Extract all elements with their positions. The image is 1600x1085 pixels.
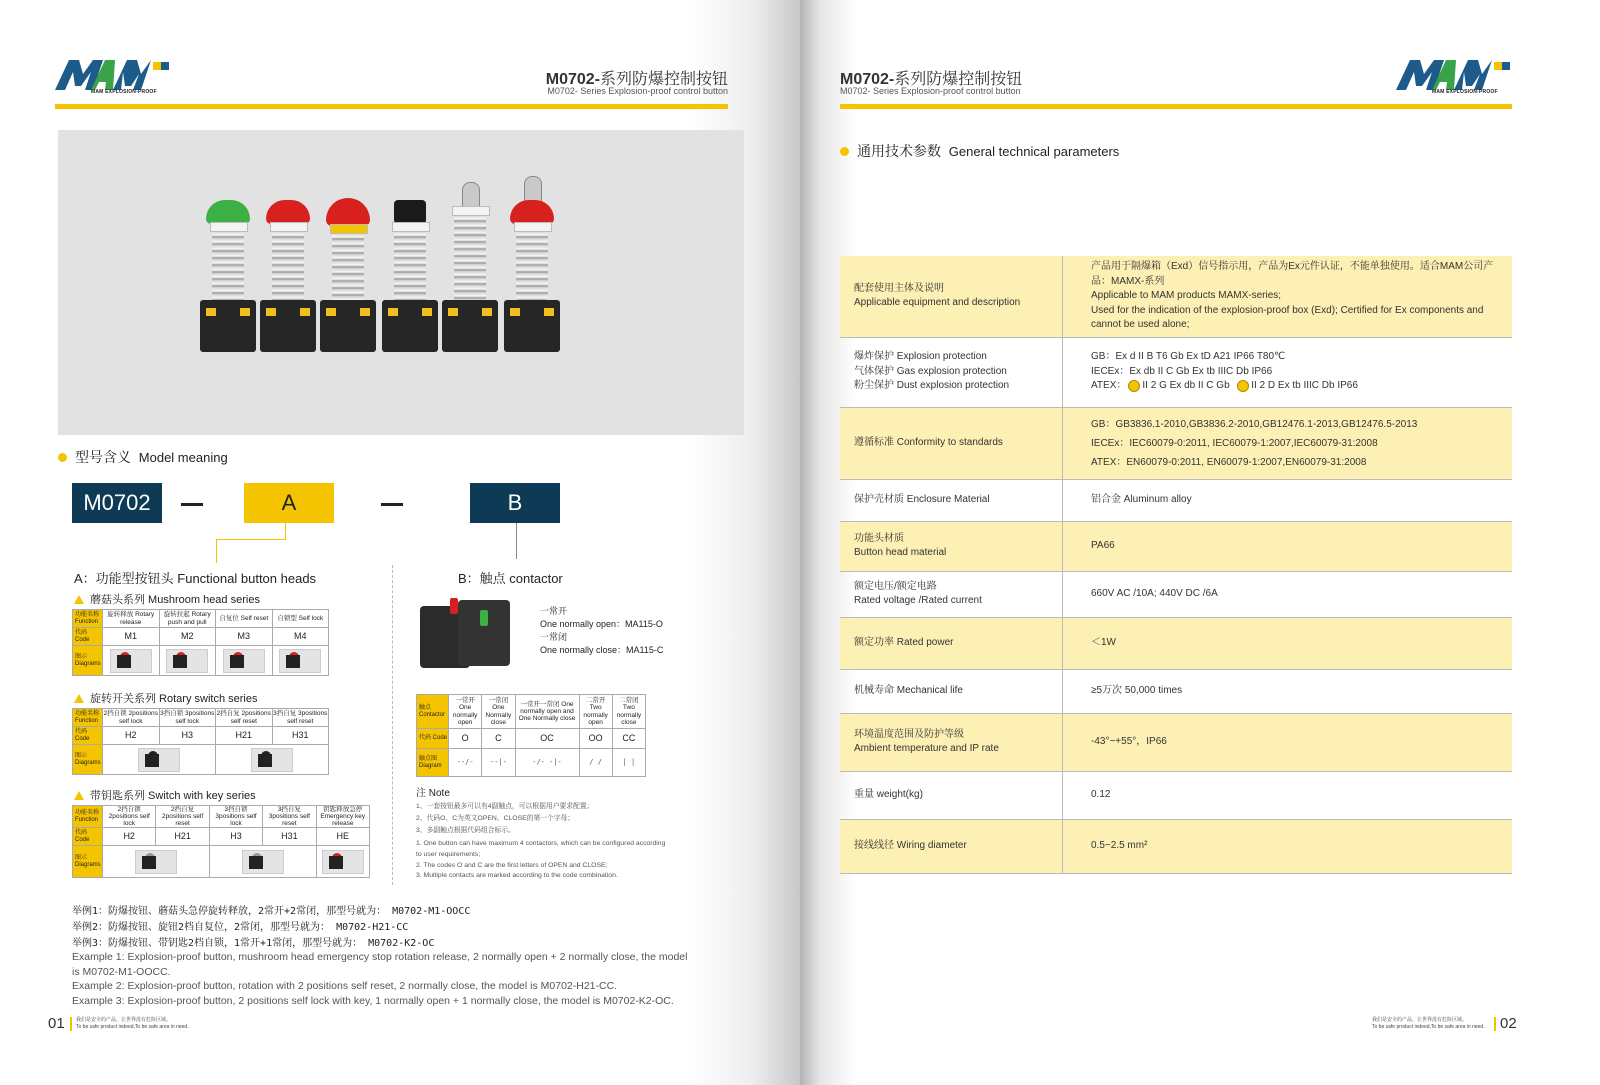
example-en-1: Example 1: Explosion-proof button, mushroom head emergency stop rotation release, 2 normally open + 2 normally close, the model is M0702-M1-OOCC. — [72, 951, 688, 979]
contactor-code: CC — [612, 729, 645, 749]
example-en-2: Example 2: Explosion-proof button, rotation with 2 positions self reset, 2 normally close, the model is M0702-H21-CC. — [72, 980, 618, 992]
example-cn-3: 举例3：防爆按钮、带钥匙2档自锁，1常开+1常闭，那型号就为： M0702-K2-OC — [72, 938, 435, 949]
value-line: GB：Ex d II B T6 Gb Ex tD A21 IP66 T80℃ — [1091, 351, 1286, 363]
label-line: 气体保护 Gas explosion protection — [854, 365, 1007, 377]
footer-en: To be safe product indeed,To be safe area in need. — [1372, 1024, 1485, 1030]
switch-symbol-icon: / / — [589, 757, 602, 766]
contact-no-en: One normally open：MA115-O — [540, 619, 663, 629]
label-line: 重量 weight(kg) — [854, 788, 923, 800]
contactor-type: 一常开 One normally open — [449, 695, 482, 729]
mam-logo-icon — [55, 60, 151, 90]
logo-subtitle: MAM EXPLOSION-PROOF — [91, 89, 157, 95]
param-value — [1063, 407, 1513, 479]
example-cn-1: 举例1：防爆按钮、蘑菇头急停旋转释放，2常开+2常闭，那型号就为： M0702-M1-OOCC — [72, 906, 471, 917]
connector-b-vertical — [516, 523, 517, 559]
param-label — [840, 713, 1063, 771]
tech-params-heading — [840, 141, 1119, 161]
atex-line — [1091, 379, 1504, 394]
param-label — [840, 521, 1063, 571]
contact-diagram — [612, 749, 645, 777]
label-line: 机械寿命 Mechanical life — [854, 684, 963, 696]
connector-a-vertical — [285, 523, 286, 539]
contact-nc-en: One normally close：MA115-C — [540, 645, 664, 655]
mushroom-code: M1 — [103, 628, 160, 646]
switch-symbol-icon: | | — [622, 757, 636, 766]
mushroom-diagram — [272, 646, 329, 676]
key-diagram — [209, 846, 316, 878]
value-line: Applicable to MAM products MAMX-series; — [1091, 290, 1282, 301]
title-cn: 系列防爆控制按钮 — [599, 71, 728, 88]
connector-a-drop — [216, 539, 217, 563]
page-subtitle: M0702- Series Explosion-proof control button — [547, 86, 728, 96]
row-header-function: 功能名称 Function — [73, 610, 103, 628]
header-rule — [840, 104, 1512, 109]
row-header-diagram: 触点图 Diagram — [417, 749, 449, 777]
model-box-b: B — [470, 483, 560, 523]
value-line: ATEX：EN60079-0:2011, EN60079-1:2007,EN60079-31:2008 — [1091, 456, 1367, 468]
example-cn-2: 举例2：防爆按钮、旋钮2档自复位，2常闭，那型号就为： M0702-H21-CC — [72, 922, 409, 933]
param-value — [1063, 337, 1513, 407]
mushroom-function: 自锁型 Self lock — [272, 610, 329, 628]
footer-bar — [70, 1017, 72, 1031]
model-box-a: A — [244, 483, 334, 523]
rotary-code: H3 — [159, 727, 216, 745]
key-code: H2 — [103, 828, 156, 846]
value-line: ≥5万次 50,000 times — [1091, 684, 1183, 696]
key-code: H3 — [209, 828, 262, 846]
footer-en: To be safe product indeed,To be safe area in need. — [76, 1024, 189, 1030]
atex-dust: II 2 D Ex tb IIIC Db IP66 — [1251, 380, 1358, 392]
value-line: -43°~+55°，IP66 — [1091, 735, 1167, 747]
mushroom-function: 自复位 Self reset — [216, 610, 273, 628]
switch-symbol-icon: --|- — [489, 757, 507, 766]
mushroom-code: M3 — [216, 628, 273, 646]
logo-subtitle: MAM EXPLOSION-PROOF — [1432, 89, 1498, 95]
label-line: 粉尘保护 Dust explosion protection — [854, 380, 1010, 392]
contactor-code: OC — [515, 729, 579, 749]
param-value — [1063, 521, 1513, 571]
row-header-diagram: 图示 Diagrams — [73, 646, 103, 676]
value-line: PA66 — [1091, 539, 1115, 551]
param-value — [1063, 256, 1513, 337]
key-diagram — [103, 846, 210, 878]
tech-params-table — [840, 256, 1512, 874]
contact-diagram — [449, 749, 482, 777]
key-function: 3挡自复 3positions self reset — [263, 806, 316, 828]
rotary-function: 3挡自锁 3positions self lock — [160, 710, 215, 725]
title-code: M0702- — [840, 71, 895, 88]
param-value — [1063, 771, 1513, 819]
key-code: H21 — [156, 828, 209, 846]
product-photo — [58, 130, 744, 435]
param-label — [840, 256, 1063, 337]
label-line: 配套使用主体及说明 — [854, 282, 944, 294]
row-header-function: 功能名称 Function — [73, 709, 103, 727]
triangle-bullet-icon — [74, 791, 84, 800]
section-a-title: A：功能型按钮头 Functional button heads — [74, 571, 317, 586]
table-row — [840, 479, 1512, 521]
mushroom-title-text: 蘑菇头系列 Mushroom head series — [90, 594, 260, 606]
label-line: 爆炸保护 Explosion protection — [854, 351, 987, 363]
row-header-code: 代码 Code — [417, 729, 449, 749]
label-line: 环境温度范围及防护等级 — [854, 728, 964, 740]
key-code: HE — [316, 828, 369, 846]
value-line: 铝合金 Aluminum alloy — [1091, 493, 1192, 505]
connector-a-horizontal — [216, 539, 286, 540]
value-line: 产品用于隔爆箱（Exd）信号指示用，产品为Ex元件认证，不能单独使用。适合MAM公司产品：MAMX-系列 — [1091, 261, 1494, 287]
param-label — [840, 669, 1063, 713]
key-diagram — [316, 846, 369, 878]
key-function: 2挡自复 2positions self reset — [156, 806, 209, 828]
mushroom-function: 旋转释放 Rotary release — [103, 610, 160, 628]
row-header-code: 代码 Code — [73, 628, 103, 646]
section-divider — [392, 565, 393, 885]
mushroom-series-title — [74, 591, 260, 607]
mushroom-diagram — [103, 646, 160, 676]
contactor-table — [416, 694, 646, 777]
param-label — [840, 571, 1063, 617]
key-title-text: 带钥匙系列 Switch with key series — [90, 790, 256, 802]
rotary-diagram — [103, 745, 216, 775]
contact-block-image — [420, 592, 515, 680]
row-header-contactor: 触点 Contactor — [417, 695, 449, 729]
contact-nc-cn: 一常闭 — [540, 632, 568, 642]
triangle-bullet-icon — [74, 694, 84, 703]
mushroom-function: 旋转拉起 Rotary push and pull — [159, 610, 216, 628]
table-row — [840, 669, 1512, 713]
page-number: 02 — [1500, 1015, 1517, 1032]
ex-mark-icon — [1237, 380, 1249, 392]
title-cn: 系列防爆控制按钮 — [894, 71, 1023, 88]
key-series-title — [74, 787, 256, 803]
mushroom-code: M4 — [272, 628, 329, 646]
key-code: H31 — [263, 828, 316, 846]
row-header-diagram: 图示 Diagrams — [73, 745, 103, 775]
ex-mark-icon — [1128, 380, 1140, 392]
footer-cn: 我们是安全的产品，让世界没有危险区域。 — [76, 1017, 172, 1023]
value-line: GB：GB3836.1-2010,GB3836.2-2010,GB12476.1-2013,GB12476.5-2013 — [1091, 418, 1418, 430]
contactor-type: 二常开 Two normally open — [579, 695, 612, 729]
note-cn-1: 1、一套按钮最多可以有4副触点，可以根据用户要求配置； — [416, 803, 594, 810]
contactor-code: C — [482, 729, 515, 749]
rotary-function: 2挡自复 2positions self reset — [216, 710, 271, 725]
mushroom-diagram — [159, 646, 216, 676]
note-en-4: 3. Multiple contacts are marked according to the code combination. — [416, 872, 618, 879]
heading-cn: 型号含义 — [75, 449, 131, 465]
title-code: M0702- — [545, 71, 600, 88]
label-line: 额定功率 Rated power — [854, 636, 954, 648]
label-line: 遵循标准 Conformity to standards — [854, 436, 1003, 448]
value-line: Used for the indication of the explosion-proof box (Exd); Certified for Ex components and cannot be used alone; — [1091, 304, 1484, 330]
table-row — [840, 521, 1512, 571]
key-table — [72, 805, 370, 878]
rotary-code: H31 — [272, 727, 329, 745]
mam-logo — [1396, 60, 1516, 100]
contactor-type: 一常开一常闭 One normally open and One Normally close — [515, 695, 579, 729]
rotary-diagram — [216, 745, 329, 775]
row-header-function: 功能名称 Function — [73, 806, 103, 828]
key-function: 2挡自锁 2positions self lock — [103, 806, 156, 828]
bullet-icon — [58, 453, 67, 462]
note-cn-3: 3、多副触点根据代码组合标示。 — [416, 827, 515, 834]
row-header-diagram: 图示 Diagrams — [73, 846, 103, 878]
model-meaning-heading — [58, 447, 228, 467]
note-en-2: to user requirements; — [416, 851, 481, 858]
contact-diagram — [482, 749, 515, 777]
note-cn-2: 2、代码O、C为英文OPEN、CLOSE的第一个字母； — [416, 815, 575, 822]
note-en-3: 2. The codes O and C are the first letters of OPEN and CLOSE; — [416, 862, 608, 869]
rotary-series-title — [74, 690, 257, 706]
atex-gas: II 2 G Ex db II C Gb — [1142, 380, 1230, 392]
atex-prefix: ATEX： — [1091, 380, 1127, 392]
value-line: 0.12 — [1091, 788, 1111, 800]
switch-symbol-icon: --/- — [456, 757, 474, 766]
model-box-series: M0702 — [72, 483, 162, 523]
heading-en: General technical parameters — [948, 143, 1120, 159]
row-header-code: 代码 Code — [73, 727, 103, 745]
value-line: IECEx：IEC60079-0:2011, IEC60079-1:2007,IEC60079-31:2008 — [1091, 437, 1378, 449]
param-value — [1063, 819, 1513, 873]
heading-cn: 通用技术参数 — [857, 143, 941, 159]
param-value — [1063, 669, 1513, 713]
table-row — [840, 407, 1512, 479]
param-value — [1063, 479, 1513, 521]
logo-ex-badge — [1494, 62, 1510, 70]
rotary-code: H21 — [216, 727, 273, 745]
table-row — [840, 337, 1512, 407]
label-line: Rated voltage /Rated current — [854, 595, 982, 606]
section-b-title: B：触点 contactor — [458, 571, 563, 586]
note-en-1: 1. One button can have maximum 4 contactors, which can be configured according — [416, 840, 666, 847]
mushroom-table — [72, 609, 329, 676]
key-function: 钥匙释放急停 Emergency key release — [316, 806, 369, 828]
param-value — [1063, 713, 1513, 771]
footer-cn: 我们是安全的产品，让世界没有危险区域。 — [1372, 1017, 1468, 1023]
header-rule — [55, 104, 728, 109]
table-row — [840, 819, 1512, 873]
value-line: ＜1W — [1091, 636, 1116, 648]
contactor-code: O — [449, 729, 482, 749]
page-number: 01 — [48, 1015, 65, 1032]
note-title: 注 Note — [416, 788, 450, 799]
example-en-3: Example 3: Explosion-proof button, 2 positions self lock with key, 1 normally open + 1 normally close, the model is M0702-K2-OC. — [72, 995, 674, 1007]
contact-diagram — [515, 749, 579, 777]
table-row — [840, 256, 1512, 337]
contact-diagram — [579, 749, 612, 777]
mushroom-diagram — [216, 646, 273, 676]
model-dash-1 — [181, 503, 203, 506]
bullet-icon — [840, 147, 849, 156]
label-line: 保护壳材质 Enclosure Material — [854, 493, 990, 505]
contactor-type: 二常闭 Two normally close — [612, 695, 645, 729]
param-label — [840, 479, 1063, 521]
contactor-type: 一常闭 One Normally close — [482, 695, 515, 729]
table-row — [840, 617, 1512, 669]
label-line: 额定电压/额定电路 — [854, 580, 937, 592]
rotary-title-text: 旋转开关系列 Rotary switch series — [90, 693, 258, 705]
param-label — [840, 771, 1063, 819]
contact-no-cn: 一常开 — [540, 606, 568, 616]
row-header-code: 代码 Code — [73, 828, 103, 846]
contactor-code: OO — [579, 729, 612, 749]
rotary-function: 2挡自锁 2positions self lock — [103, 710, 158, 725]
triangle-bullet-icon — [74, 595, 84, 604]
value-line: 660V AC /10A; 440V DC /6A — [1091, 587, 1218, 599]
rotary-code: H2 — [103, 727, 160, 745]
param-label — [840, 337, 1063, 407]
table-row — [840, 571, 1512, 617]
heading-en: Model meaning — [138, 449, 228, 465]
table-row — [840, 771, 1512, 819]
label-line: 功能头材质 — [854, 532, 904, 544]
page-subtitle: M0702- Series Explosion-proof control button — [840, 86, 1021, 96]
param-value — [1063, 571, 1513, 617]
param-label — [840, 407, 1063, 479]
param-value — [1063, 617, 1513, 669]
logo-ex-badge — [153, 62, 169, 70]
label-line: Ambient temperature and IP rate — [854, 743, 999, 754]
key-function: 3挡自锁 3positions self lock — [209, 806, 262, 828]
rotary-table — [72, 708, 329, 775]
label-line: 接线线径 Wiring diameter — [854, 839, 967, 851]
param-label — [840, 819, 1063, 873]
value-line: 0.5~2.5 mm² — [1091, 839, 1148, 851]
mam-logo — [55, 60, 175, 100]
value-line: IECEx：Ex db II C Gb Ex tb IIIC Db IP66 — [1091, 365, 1273, 377]
model-dash-2 — [381, 503, 403, 506]
mushroom-code: M2 — [159, 628, 216, 646]
footer-bar — [1494, 1017, 1496, 1031]
rotary-function: 3挡自复 3positions self reset — [273, 710, 328, 725]
table-row — [840, 713, 1512, 771]
label-line: Applicable equipment and description — [854, 297, 1021, 309]
param-label — [840, 617, 1063, 669]
label-line: Button head material — [854, 547, 947, 558]
mam-logo-icon — [1396, 60, 1492, 90]
switch-symbol-icon: -/- -|- — [532, 757, 562, 766]
